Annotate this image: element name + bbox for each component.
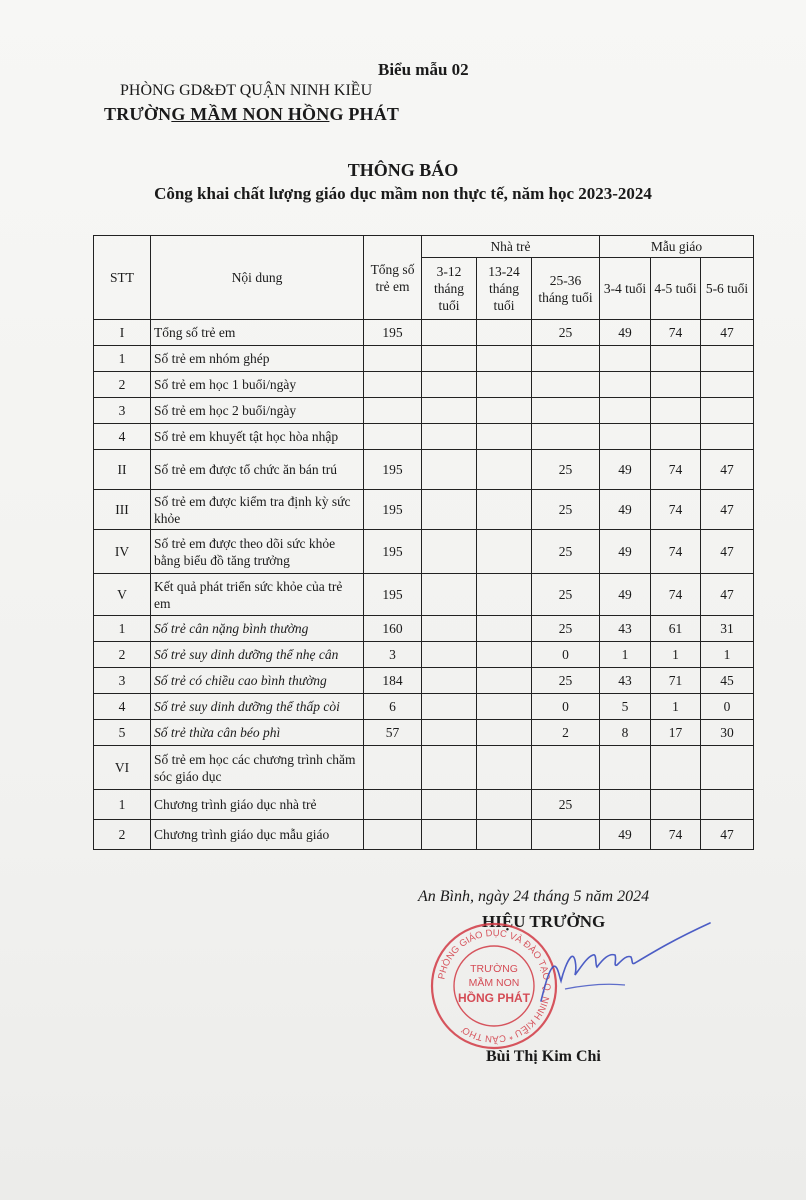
cell-3-4 <box>600 424 651 450</box>
signer-name: Bùi Thị Kim Chi <box>486 1048 601 1065</box>
table-body <box>94 320 754 850</box>
cell-content: Chương trình giáo dục mẫu giáo <box>151 820 364 850</box>
cell-5-6: 31 <box>701 616 754 642</box>
cell-13-24 <box>477 668 532 694</box>
cell-4-5: 74 <box>651 320 701 346</box>
cell-4-5: 74 <box>651 530 701 574</box>
cell-total: 195 <box>364 450 422 490</box>
table-row <box>94 490 754 530</box>
cell-stt: III <box>94 490 151 530</box>
cell-13-24 <box>477 530 532 574</box>
table-row <box>94 424 754 450</box>
header-content: Nội dung <box>151 236 364 320</box>
cell-total <box>364 790 422 820</box>
cell-3-4: 8 <box>600 720 651 746</box>
cell-3-4: 1 <box>600 642 651 668</box>
cell-content: Số trẻ cân nặng bình thường <box>151 616 364 642</box>
statistics-table <box>93 235 754 850</box>
cell-5-6: 45 <box>701 668 754 694</box>
cell-3-4: 49 <box>600 450 651 490</box>
cell-13-24 <box>477 424 532 450</box>
table-row <box>94 450 754 490</box>
cell-stt: 5 <box>94 720 151 746</box>
cell-3-4: 5 <box>600 694 651 720</box>
table-row <box>94 616 754 642</box>
cell-13-24 <box>477 450 532 490</box>
cell-stt: 2 <box>94 642 151 668</box>
stamp-line-1: TRƯỜNG <box>470 963 518 975</box>
cell-stt: I <box>94 320 151 346</box>
cell-25-36: 25 <box>532 450 600 490</box>
cell-4-5: 71 <box>651 668 701 694</box>
cell-3-12 <box>422 820 477 850</box>
stamp-line-3: HỒNG PHÁT <box>458 991 530 1005</box>
signing-date: An Bình, ngày 24 tháng 5 năm 2024 <box>418 888 650 905</box>
cell-5-6: 0 <box>701 694 754 720</box>
header-age-3-12: 3-12 tháng tuổi <box>422 258 477 320</box>
cell-4-5: 74 <box>651 490 701 530</box>
cell-3-4: 49 <box>600 530 651 574</box>
table-row <box>94 694 754 720</box>
cell-25-36: 25 <box>532 530 600 574</box>
cell-content: Số trẻ em nhóm ghép <box>151 346 364 372</box>
cell-stt: 1 <box>94 790 151 820</box>
header-age-3-4: 3-4 tuổi <box>600 258 651 320</box>
header-age-25-36: 25-36 tháng tuổi <box>532 258 600 320</box>
cell-25-36: 25 <box>532 616 600 642</box>
table-row <box>94 346 754 372</box>
cell-13-24 <box>477 746 532 790</box>
cell-content: Số trẻ em được theo dõi sức khỏe bằng biểu đồ tăng trưởng <box>151 530 364 574</box>
header-total: Tổng số trẻ em <box>364 236 422 320</box>
cell-content: Số trẻ em học 2 buổi/ngày <box>151 398 364 424</box>
cell-13-24 <box>477 616 532 642</box>
signer-role: HIỆU TRƯỞNG <box>482 912 606 931</box>
cell-content: Số trẻ em học 1 buổi/ngày <box>151 372 364 398</box>
cell-total: 195 <box>364 574 422 616</box>
table-row <box>94 398 754 424</box>
cell-5-6: 47 <box>701 490 754 530</box>
cell-total: 184 <box>364 668 422 694</box>
cell-13-24 <box>477 790 532 820</box>
signature-underline <box>565 984 625 989</box>
table-row <box>94 746 754 790</box>
cell-content: Số trẻ suy dinh dưỡng thể nhẹ cân <box>151 642 364 668</box>
cell-13-24 <box>477 372 532 398</box>
cell-3-4 <box>600 746 651 790</box>
header-age-5-6: 5-6 tuổi <box>701 258 754 320</box>
cell-25-36 <box>532 346 600 372</box>
cell-total <box>364 746 422 790</box>
cell-4-5: 74 <box>651 820 701 850</box>
cell-3-12 <box>422 668 477 694</box>
header-age-13-24: 13-24 tháng tuổi <box>477 258 532 320</box>
school-name-part-3: G PHÁT <box>329 104 400 124</box>
cell-content: Số trẻ em khuyết tật học hòa nhập <box>151 424 364 450</box>
cell-3-12 <box>422 642 477 668</box>
cell-total <box>364 820 422 850</box>
cell-stt: 1 <box>94 616 151 642</box>
cell-4-5: 17 <box>651 720 701 746</box>
cell-content: Số trẻ thừa cân béo phì <box>151 720 364 746</box>
department-name: PHÒNG GD&ĐT QUẬN NINH KIỀU <box>120 82 373 99</box>
cell-content: Số trẻ suy dinh dưỡng thể thấp còi <box>151 694 364 720</box>
form-number: Biểu mẫu 02 <box>378 60 469 79</box>
cell-total: 195 <box>364 490 422 530</box>
cell-25-36: 0 <box>532 694 600 720</box>
cell-3-4 <box>600 346 651 372</box>
table-row <box>94 820 754 850</box>
cell-5-6: 30 <box>701 720 754 746</box>
cell-25-36: 25 <box>532 790 600 820</box>
cell-5-6: 47 <box>701 450 754 490</box>
cell-content: Chương trình giáo dục nhà trẻ <box>151 790 364 820</box>
cell-3-12 <box>422 398 477 424</box>
cell-25-36 <box>532 746 600 790</box>
cell-13-24 <box>477 694 532 720</box>
cell-5-6 <box>701 424 754 450</box>
table-header <box>94 236 754 320</box>
stamp-ring-text: PHÒNG GIÁO DỤC VÀ ĐÀO TẠO Q. NINH KIỀU * CẦN THƠ <box>436 927 553 1045</box>
cell-stt: 3 <box>94 668 151 694</box>
cell-stt: V <box>94 574 151 616</box>
cell-3-12 <box>422 694 477 720</box>
cell-total <box>364 372 422 398</box>
cell-3-12 <box>422 746 477 790</box>
cell-25-36 <box>532 398 600 424</box>
cell-5-6 <box>701 346 754 372</box>
cell-total <box>364 398 422 424</box>
stamp-line-2: MẦM NON <box>468 977 520 989</box>
cell-stt: VI <box>94 746 151 790</box>
cell-total: 195 <box>364 530 422 574</box>
cell-3-12 <box>422 320 477 346</box>
cell-5-6: 1 <box>701 642 754 668</box>
cell-5-6: 47 <box>701 320 754 346</box>
cell-5-6 <box>701 398 754 424</box>
cell-total <box>364 346 422 372</box>
header-stt: STT <box>94 236 151 320</box>
cell-content: Kết quả phát triển sức khỏe của trẻ em <box>151 574 364 616</box>
cell-4-5: 1 <box>651 642 701 668</box>
cell-13-24 <box>477 720 532 746</box>
cell-3-12 <box>422 616 477 642</box>
table-row <box>94 372 754 398</box>
cell-5-6: 47 <box>701 574 754 616</box>
cell-4-5: 1 <box>651 694 701 720</box>
cell-total: 160 <box>364 616 422 642</box>
cell-3-12 <box>422 346 477 372</box>
cell-4-5 <box>651 346 701 372</box>
cell-5-6 <box>701 790 754 820</box>
cell-13-24 <box>477 574 532 616</box>
cell-3-4: 49 <box>600 820 651 850</box>
cell-total <box>364 424 422 450</box>
handwritten-signature <box>505 915 715 1005</box>
cell-5-6: 47 <box>701 820 754 850</box>
cell-3-12 <box>422 450 477 490</box>
cell-stt: 2 <box>94 372 151 398</box>
cell-25-36: 0 <box>532 642 600 668</box>
cell-3-12 <box>422 372 477 398</box>
cell-13-24 <box>477 490 532 530</box>
cell-3-12 <box>422 720 477 746</box>
cell-content: Số trẻ em được kiểm tra định kỳ sức khỏe <box>151 490 364 530</box>
cell-content: Số trẻ em được tổ chức ăn bán trú <box>151 450 364 490</box>
cell-25-36 <box>532 820 600 850</box>
cell-stt: 2 <box>94 820 151 850</box>
cell-25-36: 25 <box>532 320 600 346</box>
cell-25-36: 25 <box>532 668 600 694</box>
table-row <box>94 574 754 616</box>
cell-3-4: 49 <box>600 574 651 616</box>
cell-25-36 <box>532 372 600 398</box>
cell-total: 195 <box>364 320 422 346</box>
cell-25-36: 25 <box>532 490 600 530</box>
cell-3-12 <box>422 490 477 530</box>
table-row <box>94 668 754 694</box>
cell-4-5: 74 <box>651 450 701 490</box>
cell-3-12 <box>422 574 477 616</box>
cell-4-5 <box>651 372 701 398</box>
table-row <box>94 320 754 346</box>
table-row <box>94 642 754 668</box>
cell-stt: 1 <box>94 346 151 372</box>
cell-stt: 4 <box>94 424 151 450</box>
cell-25-36: 25 <box>532 574 600 616</box>
cell-stt: IV <box>94 530 151 574</box>
cell-3-4: 43 <box>600 616 651 642</box>
cell-total: 57 <box>364 720 422 746</box>
cell-5-6 <box>701 372 754 398</box>
cell-5-6: 47 <box>701 530 754 574</box>
cell-13-24 <box>477 398 532 424</box>
cell-3-4: 43 <box>600 668 651 694</box>
cell-content: Số trẻ có chiều cao bình thường <box>151 668 364 694</box>
cell-3-4 <box>600 790 651 820</box>
header-age-4-5: 4-5 tuổi <box>651 258 701 320</box>
cell-13-24 <box>477 320 532 346</box>
document-title: THÔNG BÁO <box>347 160 459 180</box>
table-row <box>94 720 754 746</box>
cell-5-6 <box>701 746 754 790</box>
cell-3-4 <box>600 398 651 424</box>
header-kindergarten-group: Mẫu giáo <box>600 236 754 258</box>
cell-4-5: 61 <box>651 616 701 642</box>
school-name <box>104 104 399 125</box>
cell-total: 6 <box>364 694 422 720</box>
cell-3-4 <box>600 372 651 398</box>
school-name-part-2: G MẦM NON HỒN <box>171 104 330 124</box>
cell-4-5 <box>651 424 701 450</box>
cell-content: Số trẻ em học các chương trình chăm sóc giáo dục <box>151 746 364 790</box>
cell-3-12 <box>422 790 477 820</box>
school-name-part-1: TRƯỜN <box>104 104 172 124</box>
table-row <box>94 530 754 574</box>
cell-content: Tổng số trẻ em <box>151 320 364 346</box>
cell-13-24 <box>477 642 532 668</box>
cell-3-12 <box>422 424 477 450</box>
cell-4-5 <box>651 790 701 820</box>
cell-4-5 <box>651 746 701 790</box>
cell-25-36: 2 <box>532 720 600 746</box>
cell-25-36 <box>532 424 600 450</box>
cell-3-4: 49 <box>600 490 651 530</box>
header-nursery-group: Nhà trẻ <box>422 236 600 258</box>
cell-13-24 <box>477 820 532 850</box>
cell-stt: 3 <box>94 398 151 424</box>
table-row <box>94 790 754 820</box>
cell-3-4: 49 <box>600 320 651 346</box>
cell-4-5: 74 <box>651 574 701 616</box>
cell-4-5 <box>651 398 701 424</box>
cell-13-24 <box>477 346 532 372</box>
cell-total: 3 <box>364 642 422 668</box>
cell-3-12 <box>422 530 477 574</box>
document-subtitle: Công khai chất lượng giáo dục mầm non thực tế, năm học 2023-2024 <box>154 184 652 203</box>
cell-stt: II <box>94 450 151 490</box>
cell-stt: 4 <box>94 694 151 720</box>
